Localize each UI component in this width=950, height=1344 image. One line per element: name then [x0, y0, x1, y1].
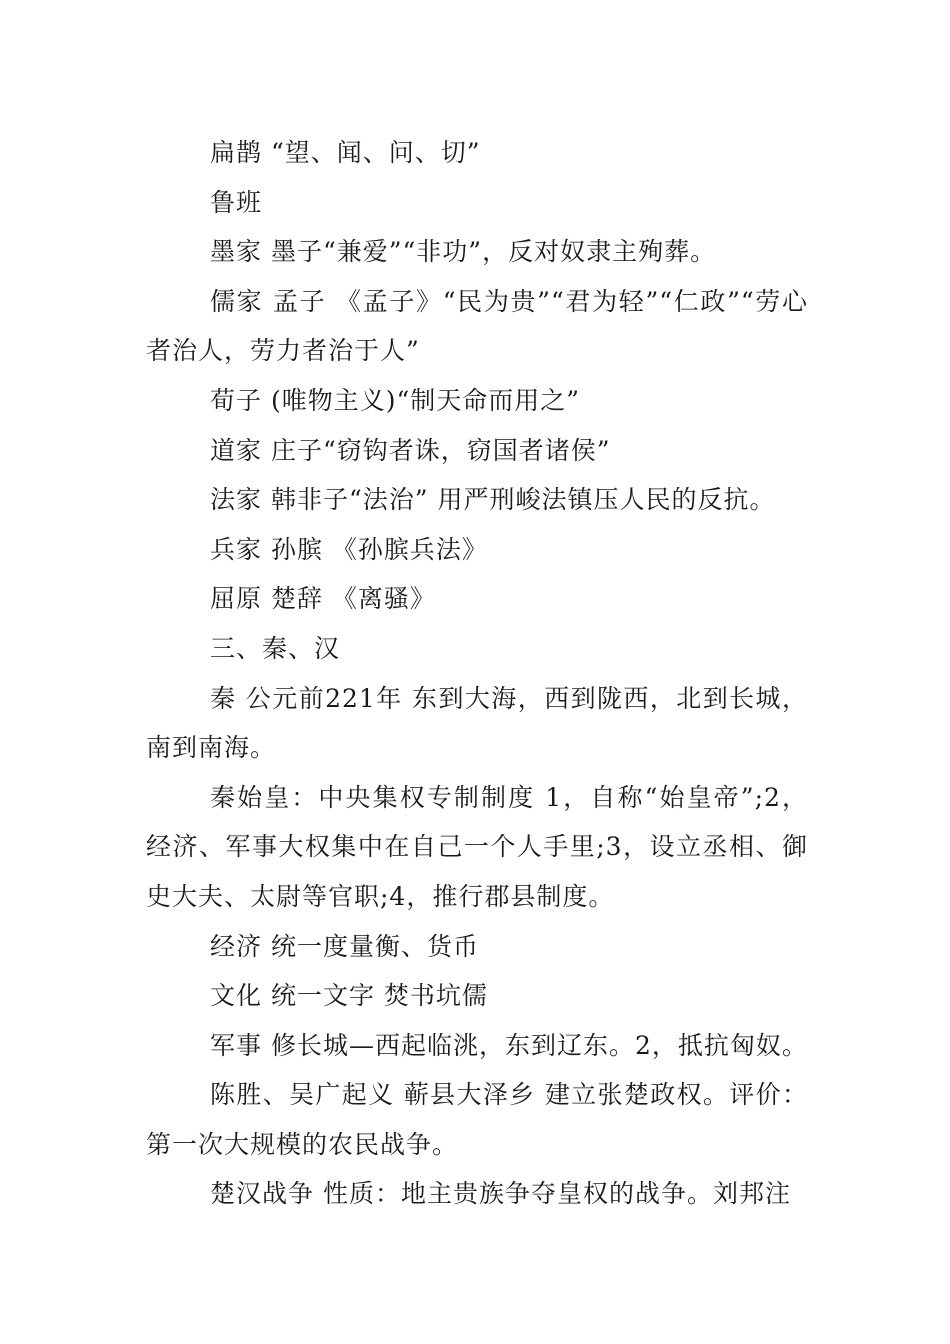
paragraph-chen-sheng-wu-guang: 陈胜、吴广起义 蕲县大泽乡 建立张楚政权。评价：第一次大规模的农民战争。: [146, 1080, 808, 1159]
document-body: [146, 128, 808, 1219]
paragraph-qin-shi-huang: 秦始皇：中央集权专制制度 1，自称“始皇帝”;2，经济、军事大权集中在自己一个人手里;3，设立丞相、御史大夫、太尉等官职;4，推行郡县制度。: [146, 782, 808, 911]
paragraph-bianque: 扁鹊 “望、闻、问、切”: [210, 138, 481, 167]
paragraph-taoist: 道家 庄子“窃钩者诛，窃国者诸侯”: [210, 435, 611, 465]
paragraph-chu-han-war: 楚汉战争 性质：地主贵族争夺皇权的战争。刘邦注: [210, 1179, 791, 1209]
paragraph-legalist: 法家 韩非子“法治” 用严刑峻法镇压人民的反抗。: [210, 485, 776, 515]
section-heading-qin-han: 三、秦、汉: [210, 633, 341, 663]
paragraph-military: 兵家 孙膑 《孙膑兵法》: [210, 534, 488, 564]
paragraph-mohist: 墨家 墨子“兼爱”“非功”，反对奴隶主殉葬。: [210, 237, 717, 267]
paragraph-culture: 文化 统一文字 焚书坑儒: [210, 981, 488, 1011]
paragraph-quyuan: 屈原 楚辞 《离骚》: [210, 584, 436, 614]
paragraph-luban: 鲁班: [210, 187, 263, 217]
paragraph-qin: 秦 公元前221年 东到大海，西到陇西，北到长城，南到南海。: [146, 683, 808, 763]
paragraph-xunzi: 荀子 (唯物主义)“制天命而用之”: [210, 385, 581, 415]
paragraph-confucian: 儒家 孟子 《孟子》“民为贵”“君为轻”“仁政”“劳心者治人，劳力者治于人”: [146, 286, 808, 366]
paragraph-economy: 经济 统一度量衡、货币: [210, 931, 479, 961]
paragraph-military-affairs: 军事 修长城—西起临洮，东到辽东。2，抵抗匈奴。: [210, 1030, 808, 1060]
